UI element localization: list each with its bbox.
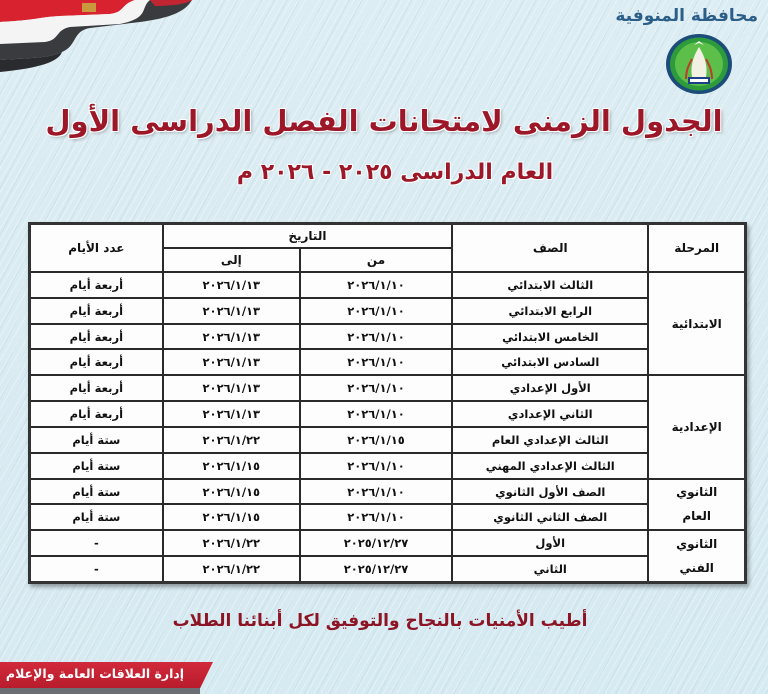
to-date-cell: ٢٠٢٦/١/١٣ — [163, 298, 300, 324]
stage-line: الثانوي — [676, 537, 718, 552]
table-row — [30, 453, 746, 479]
grade-cell: الأول الإعدادي — [452, 375, 648, 401]
header-stage: المرحلة — [648, 224, 745, 273]
table-row — [30, 298, 746, 324]
from-date-cell: ٢٠٢٦/١/١٠ — [300, 349, 452, 375]
from-date-cell: ٢٠٢٦/١/١٠ — [300, 401, 452, 427]
department-name: إدارة العلاقات العامة والإعلام — [5, 666, 185, 681]
from-date-cell: ٢٠٢٦/١/١٠ — [300, 375, 452, 401]
grade-cell: الخامس الابتدائي — [452, 324, 648, 350]
table-row — [30, 504, 746, 530]
to-date-cell: ٢٠٢٦/١/٢٢ — [163, 427, 300, 453]
from-date-cell: ٢٠٢٦/١/١٠ — [300, 272, 452, 298]
grade-cell: الثاني الإعدادي — [452, 401, 648, 427]
header-to: إلى — [163, 248, 300, 272]
stage-preparatory: الإعدادية — [648, 375, 745, 478]
stage-line: العام — [682, 509, 712, 524]
table-row — [30, 375, 746, 401]
days-cell: - — [30, 556, 163, 582]
stage-line: الفني — [679, 561, 714, 576]
department-banner-shadow — [0, 688, 200, 694]
table-row — [30, 324, 746, 350]
days-cell: أربعة أيام — [30, 375, 163, 401]
days-cell: ستة أيام — [30, 453, 163, 479]
table-row — [30, 479, 746, 505]
exam-schedule-table — [28, 222, 747, 584]
header-grade: الصف — [452, 224, 648, 273]
page-title: الجدول الزمنى لامتحانات الفصل الدراسى الأول — [45, 104, 723, 138]
to-date-cell: ٢٠٢٦/١/١٣ — [163, 401, 300, 427]
stage-general-secondary — [648, 479, 745, 531]
to-date-cell: ٢٠٢٦/١/١٥ — [163, 453, 300, 479]
table-row — [30, 556, 746, 582]
from-date-cell: ٢٠٢٦/١/١٠ — [300, 504, 452, 530]
to-date-cell: ٢٠٢٦/١/١٥ — [163, 504, 300, 530]
days-cell: أربعة أيام — [30, 298, 163, 324]
to-date-cell: ٢٠٢٦/١/١٣ — [163, 272, 300, 298]
table-row — [30, 401, 746, 427]
grade-cell: الصف الثاني الثانوي — [452, 504, 648, 530]
from-date-cell: ٢٠٢٥/١٢/٢٧ — [300, 556, 452, 582]
stage-technical-secondary — [648, 530, 745, 582]
grade-cell: الثالث الإعدادي العام — [452, 427, 648, 453]
days-cell: أربعة أيام — [30, 401, 163, 427]
table-row — [30, 349, 746, 375]
table-row — [30, 427, 746, 453]
from-date-cell: ٢٠٢٥/١٢/٢٧ — [300, 530, 452, 556]
grade-cell: الأول — [452, 530, 648, 556]
grade-cell: السادس الابتدائي — [452, 349, 648, 375]
days-cell: ستة أيام — [30, 479, 163, 505]
days-cell: ستة أيام — [30, 504, 163, 530]
header-days: عدد الأيام — [30, 224, 163, 273]
grade-cell: الثاني — [452, 556, 648, 582]
from-date-cell: ٢٠٢٦/١/١٠ — [300, 453, 452, 479]
grade-cell: الثالث الإعدادي المهني — [452, 453, 648, 479]
table-row — [30, 272, 746, 298]
to-date-cell: ٢٠٢٦/١/١٣ — [163, 349, 300, 375]
to-date-cell: ٢٠٢٦/١/١٣ — [163, 324, 300, 350]
to-date-cell: ٢٠٢٦/١/٢٢ — [163, 556, 300, 582]
from-date-cell: ٢٠٢٦/١/١٥ — [300, 427, 452, 453]
grade-cell: الثالث الابتدائي — [452, 272, 648, 298]
egypt-flag-icon — [0, 0, 200, 75]
header-date: التاريخ — [163, 224, 452, 249]
days-cell: أربعة أيام — [30, 272, 163, 298]
good-luck-message: أطيب الأمنيات بالنجاح والتوفيق لكل أبنائنا الطلاب — [172, 611, 588, 631]
to-date-cell: ٢٠٢٦/١/١٣ — [163, 375, 300, 401]
governorate-emblem-icon — [664, 33, 734, 95]
days-cell: - — [30, 530, 163, 556]
to-date-cell: ٢٠٢٦/١/١٥ — [163, 479, 300, 505]
table-row — [30, 530, 746, 556]
from-date-cell: ٢٠٢٦/١/١٠ — [300, 298, 452, 324]
days-cell: أربعة أيام — [30, 349, 163, 375]
header-from: من — [300, 248, 452, 272]
table-header-row — [30, 224, 746, 249]
grade-cell: الصف الأول الثانوي — [452, 479, 648, 505]
to-date-cell: ٢٠٢٦/١/٢٢ — [163, 530, 300, 556]
days-cell: أربعة أيام — [30, 324, 163, 350]
days-cell: ستة أيام — [30, 427, 163, 453]
stage-primary: الابتدائية — [648, 272, 745, 375]
from-date-cell: ٢٠٢٦/١/١٠ — [300, 324, 452, 350]
stage-line: الثانوي — [676, 485, 718, 500]
governorate-name: محافظة المنوفية — [615, 6, 758, 26]
academic-year: العام الدراسى ٢٠٢٥ - ٢٠٢٦ م — [236, 160, 554, 185]
grade-cell: الرابع الابتدائي — [452, 298, 648, 324]
from-date-cell: ٢٠٢٦/١/١٠ — [300, 479, 452, 505]
